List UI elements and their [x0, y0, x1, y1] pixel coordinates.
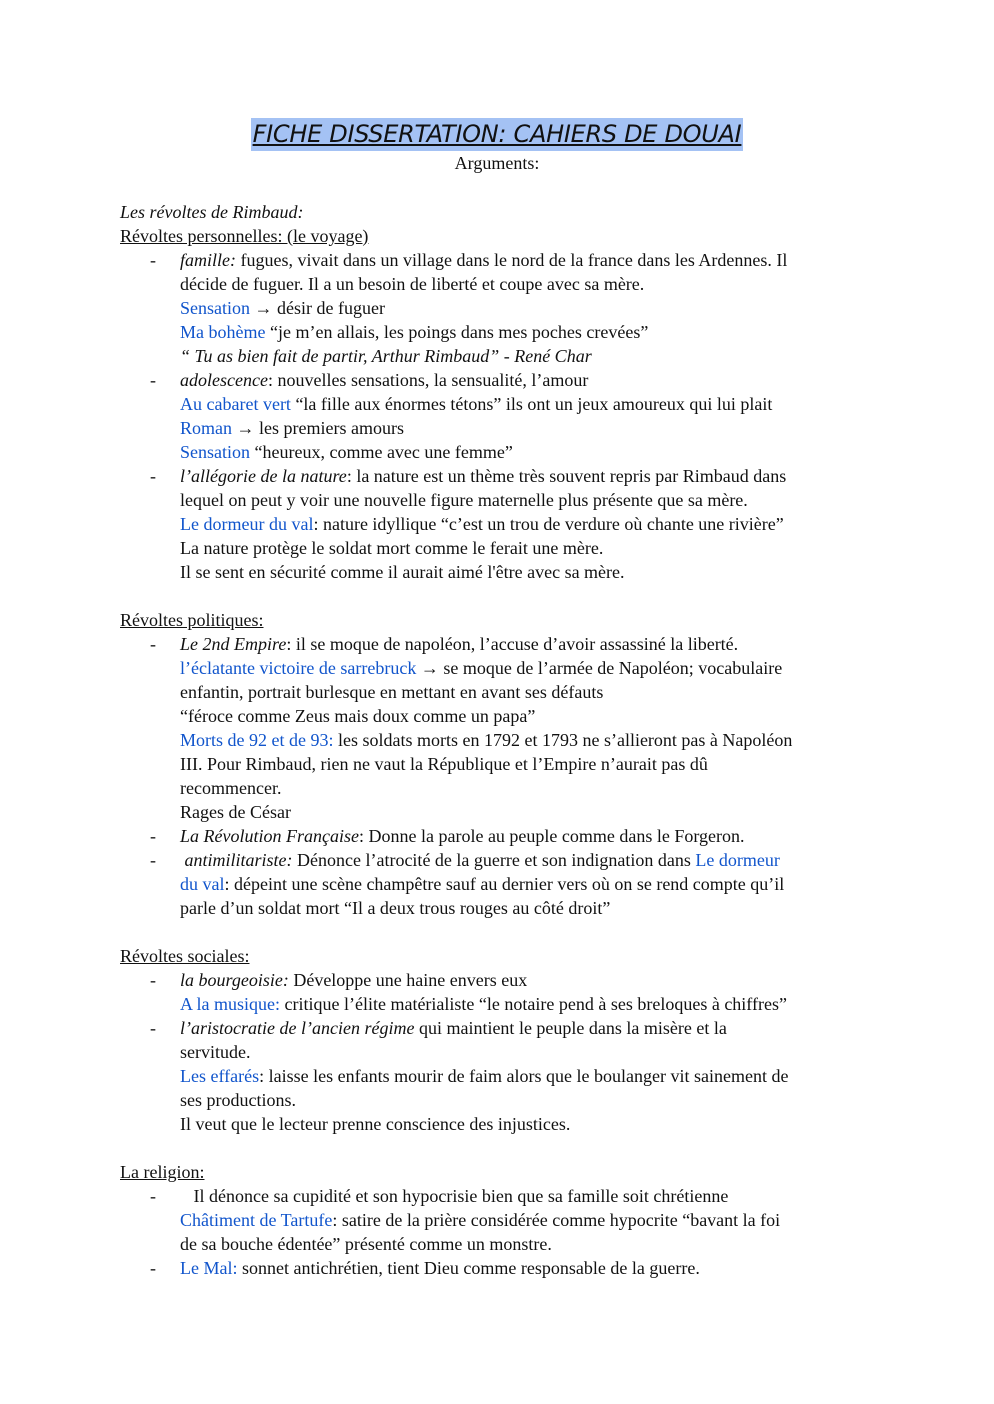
work-reference: Le dormeur du val	[180, 514, 314, 534]
item-text: : nature idyllique “c’est un trou de verdure où chante une rivière”	[313, 514, 784, 534]
list-item-bourgeoisie	[120, 968, 870, 1016]
work-reference: Sensation	[180, 442, 250, 462]
work-reference: Roman	[180, 418, 232, 438]
quote: “ Tu as bien fait de partir, Arthur Rimbaud” - René Char	[180, 346, 592, 366]
work-reference: Châtiment de Tartufe	[180, 1210, 333, 1230]
spacer	[120, 584, 870, 608]
bullet-dash: -	[150, 1258, 156, 1278]
list-item-famille	[120, 248, 870, 368]
item-text: Dénonce l’atrocité de la guerre et son indignation dans	[292, 850, 696, 870]
subtitle: Arguments:	[454, 153, 540, 173]
subheading-social: Révoltes sociales:	[120, 946, 250, 966]
term-famille: famille:	[180, 250, 236, 270]
item-text: Il dénonce sa cupidité et son hypocrisie bien que sa famille soit chrétienne	[193, 1186, 729, 1206]
work-reference: l’éclatante victoire de sarrebruck	[180, 658, 417, 678]
spacer	[120, 920, 870, 944]
term-empire: Le 2nd Empire	[180, 634, 287, 654]
item-text: : dépeint une scène champêtre sauf au dernier vers où on se rend compte qu’il	[224, 874, 785, 894]
item-text: sonnet antichrétien, tient Dieu comme responsable de la guerre.	[237, 1258, 700, 1278]
subheading-religion: La religion:	[120, 1162, 205, 1182]
work-reference: Sensation	[180, 298, 250, 318]
item-text: recommencer.	[180, 778, 282, 798]
item-text: → désir de fuguer	[250, 298, 385, 318]
item-text: qui maintient le peuple dans la misère et la	[414, 1018, 727, 1038]
term-adolescence: adolescence	[180, 370, 268, 390]
list-item-revolution	[120, 824, 870, 848]
item-text: critique l’élite matérialiste “le notaire pend à ses breloques à chiffres”	[280, 994, 787, 1014]
bullet-dash: -	[150, 1018, 156, 1038]
term-revolution: La Révolution Française	[180, 826, 359, 846]
item-text: de sa bouche édentée” présenté comme un monstre.	[180, 1234, 552, 1254]
list-item-adolescence	[120, 368, 870, 464]
item-text: Il veut que le lecteur prenne conscience des injustices.	[180, 1114, 571, 1134]
item-text: : laisse les enfants mourir de faim alors que le boulanger vit sainement de	[259, 1066, 789, 1086]
item-text: les soldats morts en 1792 et 1793 ne s’allieront pas à Napoléon	[333, 730, 793, 750]
item-text: enfantin, portrait burlesque en mettant en avant ses défauts	[180, 682, 604, 702]
item-text: → se moque de l’armée de Napoléon; vocabulaire	[416, 658, 783, 678]
bullet-dash: -	[150, 970, 156, 990]
work-reference: Les effarés	[180, 1066, 260, 1086]
subheading-political: Révoltes politiques:	[120, 610, 264, 630]
item-text: : satire de la prière considérée comme hypocrite “bavant la foi	[332, 1210, 781, 1230]
bullet-dash: -	[150, 466, 156, 486]
item-text: III. Pour Rimbaud, rien ne vaut la République et l’Empire n’aurait pas dû	[180, 754, 708, 774]
work-reference: du val	[180, 874, 225, 894]
list-item-militarism	[120, 848, 870, 920]
document-body	[120, 200, 870, 1280]
item-text: “la fille aux énormes tétons” ils ont un jeux amoureux qui lui plait	[290, 394, 773, 414]
item-text: Développe une haine envers eux	[288, 970, 528, 990]
list-item-hypocrisy	[120, 1184, 870, 1256]
item-text: parle d’un soldat mort “Il a deux trous rouges au côté droit”	[180, 898, 611, 918]
item-text: : Donne la parole au peuple comme dans le Forgeron.	[358, 826, 745, 846]
subheading-personal: Révoltes personnelles: (le voyage)	[120, 226, 369, 246]
bullet-dash: -	[150, 370, 156, 390]
item-text: : nouvelles sensations, la sensualité, l’amour	[267, 370, 589, 390]
bullet-dash: -	[150, 250, 156, 270]
item-text: Rages de César	[180, 802, 291, 822]
item-text: : la nature est un thème très souvent repris par Rimbaud dans	[346, 466, 787, 486]
work-reference: A la musique:	[180, 994, 280, 1014]
item-text: lequel on peut y voir une nouvelle figure maternelle plus présente que sa mère.	[180, 490, 748, 510]
item-text: Il se sent en sécurité comme il aurait aimé l'être avec sa mère.	[180, 562, 625, 582]
term-militarism: antimilitariste:	[184, 850, 293, 870]
term-bourgeoisie: la bourgeoisie:	[180, 970, 289, 990]
list-item-nature	[120, 464, 870, 584]
list-item-aristocracy	[120, 1016, 870, 1136]
document-title: FICHE DISSERTATION: CAHIERS DE DOUAI	[251, 118, 744, 151]
item-text: “heureux, comme avec une femme”	[250, 442, 513, 462]
list-item-empire	[120, 632, 870, 824]
document-header	[0, 118, 994, 175]
bullet-dash: -	[150, 1186, 156, 1206]
item-text: servitude.	[180, 1042, 251, 1062]
work-reference: Le dormeur	[695, 850, 780, 870]
item-text: : il se moque de napoléon, l’accuse d’avoir assassiné la liberté.	[286, 634, 739, 654]
bullet-dash: -	[150, 850, 156, 870]
bullet-dash: -	[150, 634, 156, 654]
item-text: “je m’en allais, les poings dans mes poches crevées”	[265, 322, 649, 342]
quote: “féroce comme Zeus mais doux comme un papa”	[180, 706, 536, 726]
term-nature: l’allégorie de la nature	[180, 466, 347, 486]
work-reference: Morts de 92 et de 93:	[180, 730, 334, 750]
bullet-dash: -	[150, 826, 156, 846]
work-reference: Au cabaret vert	[180, 394, 291, 414]
work-reference: Le Mal:	[180, 1258, 238, 1278]
item-text: fugues, vivait dans un village dans le nord de la france dans les Ardennes. Il	[236, 250, 788, 270]
item-text: décide de fuguer. Il a un besoin de liberté et coupe avec sa mère.	[180, 274, 645, 294]
item-text: ses productions.	[180, 1090, 296, 1110]
work-reference: Ma bohème	[180, 322, 266, 342]
list-item-evil	[120, 1256, 870, 1280]
item-text: → les premiers amours	[232, 418, 404, 438]
section-heading-rimbaud: Les révoltes de Rimbaud:	[120, 202, 304, 222]
spacer	[120, 1136, 870, 1160]
term-aristocracy: l’aristocratie de l’ancien régime	[180, 1018, 415, 1038]
item-text: La nature protège le soldat mort comme le ferait une mère.	[180, 538, 604, 558]
